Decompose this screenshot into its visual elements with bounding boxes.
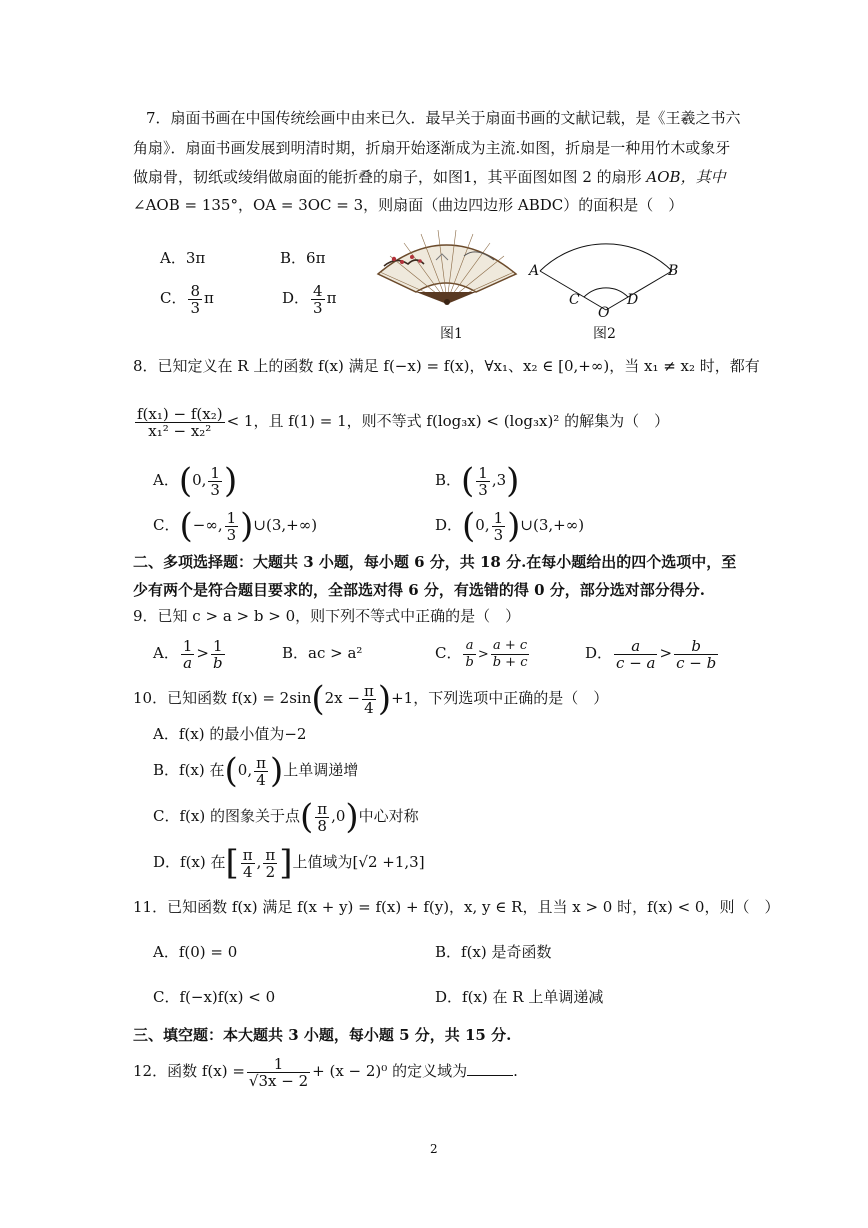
q8-line1: 8．已知定义在 R 上的函数 f(x) 满足 f(−x) = f(x)，∀x₁、x₂ ∈ [0,+∞)，当 x₁ ≠ x₂ 时，都有 bbox=[133, 357, 760, 375]
q9-option-a-label: A． bbox=[153, 644, 179, 662]
q10-stem-rparen: ) bbox=[377, 679, 392, 719]
q7-option-c bbox=[160, 280, 214, 316]
q8-option-a-den: 3 bbox=[210, 480, 220, 499]
figure-1-caption: 图1 bbox=[440, 326, 463, 342]
q9-option-d-frac2 bbox=[674, 638, 718, 671]
q10-option-d-lbracket: [ bbox=[225, 843, 239, 883]
q8-option-a-rparen: ) bbox=[223, 461, 238, 501]
q7-line4: ∠AOB = 135°，OA = 3OC = 3，则扇面（曲边四边形 ABDC）的面积是（ ） bbox=[133, 196, 684, 214]
q9-stem: 9．已知 c > a > b > 0，则下列不等式中正确的是（ ） bbox=[133, 607, 521, 625]
q9-option-b: B．ac > a² bbox=[282, 644, 363, 662]
q7-option-d-label: D． bbox=[282, 289, 310, 307]
q8-option-b-rparen: ) bbox=[506, 461, 520, 501]
q9-option-c-gt: > bbox=[477, 647, 489, 662]
section-2-heading-line2: 少有两个是符合题目要求的，全部选对得 6 分，有选错的得 0 分，部分选对部分得分. bbox=[133, 581, 705, 599]
q7-option-d-pi: π bbox=[326, 289, 337, 307]
q9-option-c-den1: b bbox=[465, 655, 474, 670]
q8-option-b-label: B． bbox=[435, 471, 462, 489]
q8-option-a-lparen: ( bbox=[178, 461, 193, 501]
q9-option-d bbox=[585, 634, 720, 672]
q8-option-b-fraction bbox=[476, 465, 490, 498]
q10-option-c-rparen: ) bbox=[345, 797, 359, 837]
q7-option-d-den: 3 bbox=[313, 298, 323, 317]
q8-option-d-rparen: ) bbox=[507, 506, 521, 546]
q8-option-a bbox=[153, 460, 237, 500]
section-2-heading-line1: 二、多项选择题：大题共 3 小题，每小题 6 分，共 18 分.在每小题给出的四个选项中，至 bbox=[133, 553, 737, 571]
q7-option-d bbox=[282, 280, 336, 316]
q8-option-c-fraction bbox=[225, 510, 239, 543]
q7-line3-end: AOB，其中 bbox=[646, 168, 726, 186]
q10-stem-right: +1，下列选项中正确的是（ ） bbox=[391, 689, 609, 707]
q7-line3-text: 做扇骨，韧纸或绫绢做扇面的能折叠的扇子，如图1，其平面图如图 2 的扇形 bbox=[133, 168, 642, 186]
q8-option-b-num: 1 bbox=[478, 463, 488, 482]
q8-option-a-num: 1 bbox=[210, 463, 220, 482]
q9-option-c-num1: a bbox=[463, 638, 475, 655]
q10-stem-inner: 2x − bbox=[324, 689, 360, 707]
q12-stem bbox=[133, 1052, 518, 1090]
q9-option-d-gt: > bbox=[659, 644, 673, 662]
q8-option-a-expr: 0, bbox=[192, 471, 207, 489]
q8-option-d-fraction bbox=[492, 510, 506, 543]
q8-option-d-lparen: ( bbox=[462, 506, 476, 546]
q10-option-d bbox=[153, 842, 425, 882]
q10-option-c bbox=[153, 796, 419, 836]
q10-option-d-num1: π bbox=[242, 845, 253, 864]
q10-option-b-fraction bbox=[254, 755, 268, 788]
q10-option-b-den: 4 bbox=[256, 770, 266, 789]
q10-option-b-rparen: ) bbox=[269, 751, 284, 791]
q9-option-a bbox=[153, 634, 227, 672]
q9-option-c-label: C． bbox=[435, 644, 462, 662]
q9-option-d-label: D． bbox=[585, 644, 613, 662]
figure-2-caption: 图2 bbox=[593, 326, 616, 342]
q10-option-d-frac1 bbox=[241, 847, 255, 880]
q10-stem-den: 4 bbox=[364, 698, 374, 717]
q11-option-d: D．f(x) 在 R 上单调递减 bbox=[435, 988, 604, 1006]
q8-option-b bbox=[435, 460, 519, 500]
q10-option-b-right: 上单调递增 bbox=[283, 761, 359, 779]
q7-option-c-den: 3 bbox=[190, 298, 201, 317]
q9-option-c-frac1 bbox=[463, 638, 475, 671]
q7-option-d-num: 4 bbox=[313, 281, 323, 300]
q9-option-d-den2: c − b bbox=[676, 653, 717, 672]
q8-line2 bbox=[133, 402, 669, 440]
q8-option-d-den: 3 bbox=[493, 525, 504, 544]
q10-option-b bbox=[153, 750, 358, 790]
q12-stem-right: + (x − 2)⁰ 的定义域为 bbox=[312, 1062, 468, 1080]
section-3-heading: 三、填空题：本大题共 3 小题，每小题 5 分，共 15 分. bbox=[133, 1026, 512, 1044]
q10-option-d-right: 上值域为[√2 +1,3] bbox=[292, 853, 425, 871]
q9-option-c bbox=[435, 634, 531, 674]
q8-option-c-den: 3 bbox=[226, 525, 237, 544]
q8-option-a-fraction bbox=[208, 465, 222, 498]
q8-option-d-expr: 0, bbox=[475, 516, 490, 534]
q8-option-b-den: 3 bbox=[478, 480, 488, 499]
point-c-label: C bbox=[569, 292, 580, 308]
q7-option-d-fraction bbox=[311, 283, 325, 316]
q9-option-a-num1: 1 bbox=[182, 636, 193, 655]
q10-stem-lparen: ( bbox=[311, 679, 325, 719]
q7-option-a: A．3π bbox=[160, 249, 206, 267]
q10-stem-left: 10．已知函数 f(x) = 2sin bbox=[133, 689, 312, 707]
q9-option-a-num2: 1 bbox=[211, 638, 225, 655]
q10-option-d-num2: π bbox=[265, 845, 276, 864]
q9-option-d-num2: b bbox=[674, 638, 718, 655]
q12-fraction-num: 1 bbox=[247, 1056, 310, 1073]
q10-stem-num: π bbox=[363, 681, 374, 700]
q10-option-c-num: π bbox=[317, 799, 328, 818]
q8-option-d-num: 1 bbox=[493, 508, 504, 527]
q10-option-b-lparen: ( bbox=[224, 751, 238, 791]
q7-line1: 7．扇面书画在中国传统绘画中由来已久．最早关于扇面书画的文献记载，是《王羲之书六 bbox=[146, 109, 741, 127]
q9-option-d-num1: a bbox=[614, 638, 657, 655]
q10-option-d-comma: , bbox=[256, 853, 262, 871]
q7-line3 bbox=[133, 167, 726, 187]
q9-option-c-den2: b + c bbox=[492, 655, 528, 670]
q8-option-b-lparen: ( bbox=[461, 461, 475, 501]
q8-option-d bbox=[435, 505, 584, 545]
answer-blank bbox=[467, 1061, 513, 1076]
q11-stem: 11．已知函数 f(x) 满足 f(x + y) = f(x) + f(y)，x, y ∈ R，且当 x > 0 时，f(x) < 0，则（ ） bbox=[133, 898, 780, 916]
point-d-label: D bbox=[627, 292, 639, 308]
q7-line2: 角扇》．扇面书画发展到明清时期，折扇开始逐渐成为主流.如图，折扇是一种用竹木或象牙 bbox=[133, 139, 731, 157]
q8-option-c-expr: −∞, bbox=[192, 516, 223, 534]
q12-fraction-den: √3x − 2 bbox=[248, 1071, 309, 1090]
point-o-label: O bbox=[598, 305, 610, 321]
q8-option-c-rparen: ) bbox=[240, 506, 254, 546]
q10-option-d-den1: 4 bbox=[242, 862, 253, 881]
q10-option-c-left: C．f(x) 的图象关于点 bbox=[153, 807, 300, 825]
q9-option-c-frac2 bbox=[491, 638, 530, 671]
q9-option-d-den1: c − a bbox=[616, 653, 656, 672]
q10-option-b-left: B．f(x) 在 bbox=[153, 761, 225, 779]
q8-fraction bbox=[135, 406, 225, 439]
q8-option-c-lparen: ( bbox=[179, 506, 193, 546]
q11-option-b: B．f(x) 是奇函数 bbox=[435, 943, 552, 961]
q8-option-c bbox=[153, 505, 317, 545]
q10-option-b-num: π bbox=[256, 753, 266, 772]
point-b-label: B bbox=[668, 263, 679, 279]
q8-line2-rest: < 1，且 f(1) = 1，则不等式 f(log₃x) < (log₃x)² 的解集为（ ） bbox=[226, 412, 670, 430]
point-a-label: A bbox=[529, 263, 540, 279]
q7-option-c-pi: π bbox=[204, 289, 214, 307]
q8-option-a-label: A． bbox=[153, 471, 179, 489]
q12-stem-end: . bbox=[513, 1062, 518, 1080]
q10-option-b-inner: 0, bbox=[237, 761, 253, 779]
q10-stem bbox=[133, 678, 608, 718]
q7-option-c-label: C． bbox=[160, 289, 187, 307]
q9-option-a-gt: > bbox=[196, 644, 209, 662]
q10-stem-fraction bbox=[362, 683, 376, 716]
q10-option-d-left: D．f(x) 在 bbox=[153, 853, 226, 871]
q10-option-c-inner: ,0 bbox=[331, 807, 346, 825]
q9-option-a-den2: b bbox=[212, 653, 223, 672]
q9-option-a-frac2 bbox=[211, 638, 225, 671]
q7-option-c-num: 8 bbox=[190, 281, 201, 300]
q10-option-d-frac2 bbox=[263, 847, 277, 880]
q8-option-b-expr: ,3 bbox=[491, 471, 507, 489]
q11-option-c: C．f(−x)f(x) < 0 bbox=[153, 988, 276, 1006]
q12-fraction bbox=[247, 1056, 310, 1089]
q10-option-d-den2: 2 bbox=[265, 862, 276, 881]
q10-option-d-rbracket: ] bbox=[279, 843, 293, 883]
q10-option-c-fraction bbox=[315, 801, 329, 834]
q8-option-c-tail: ∪(3,+∞) bbox=[253, 516, 318, 534]
q11-option-a: A．f(0) = 0 bbox=[153, 943, 238, 961]
q9-option-d-frac1 bbox=[614, 638, 657, 671]
q9-option-a-den1: a bbox=[183, 653, 193, 672]
q12-stem-left: 12．函数 f(x) = bbox=[133, 1062, 245, 1080]
q10-option-c-lparen: ( bbox=[299, 797, 314, 837]
q8-option-c-num: 1 bbox=[226, 508, 237, 527]
q10-option-a: A．f(x) 的最小值为−2 bbox=[153, 725, 307, 743]
q8-option-c-label: C． bbox=[153, 516, 180, 534]
q8-fraction-num: f(x₁) − f(x₂) bbox=[137, 404, 223, 423]
folding-fan-image bbox=[376, 226, 518, 308]
q8-fraction-den: x₁² − x₂² bbox=[148, 421, 212, 440]
q9-option-c-num2: a + c bbox=[491, 638, 530, 655]
q7-option-c-fraction bbox=[188, 283, 202, 316]
q10-option-c-right: 中心对称 bbox=[358, 807, 419, 825]
q7-option-b: B．6π bbox=[280, 249, 326, 267]
q8-option-d-tail: ∪(3,+∞) bbox=[520, 516, 585, 534]
page-number: 2 bbox=[430, 1142, 438, 1156]
q9-option-a-frac1 bbox=[181, 638, 195, 671]
q8-option-d-label: D． bbox=[435, 516, 463, 534]
q10-option-c-den: 8 bbox=[317, 816, 327, 835]
